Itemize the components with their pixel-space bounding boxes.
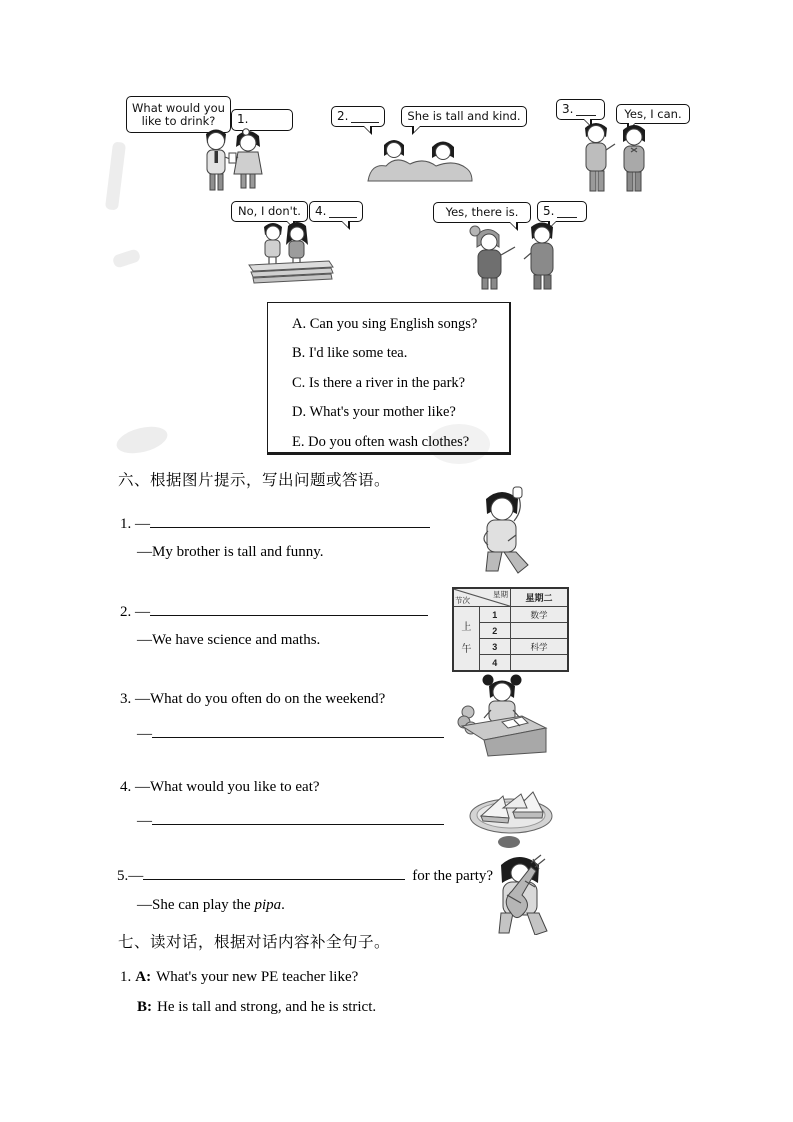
item-number: 1. —	[120, 516, 150, 532]
corner-top-label: 星期	[493, 590, 508, 599]
subject-cell: 数学	[511, 607, 569, 623]
session-bottom: 午	[461, 643, 472, 655]
item3-question-line: 3. —What do you often do on the weekend?	[120, 691, 386, 707]
dialogue-text: He is tall and strong, and he is strict.	[157, 999, 377, 1015]
option-item-a: A. Can you sing English songs?	[292, 316, 478, 332]
blank-number: 3.	[562, 101, 574, 116]
options-box	[267, 302, 511, 455]
period-number: 4	[479, 655, 510, 672]
timetable-session-label	[453, 607, 479, 672]
option-item-c: C. Is there a river in the park?	[292, 374, 466, 391]
item5-answer-line	[137, 897, 285, 914]
answer-line	[143, 866, 405, 880]
answer-blank-bubble-4	[309, 201, 363, 222]
dialogue-number: 1.	[120, 969, 132, 985]
timetable-image	[452, 587, 569, 672]
timetable-day-header: 星期二	[511, 588, 569, 607]
item4-question-line: 4. —What would you like to eat?	[120, 779, 320, 795]
speech-bubble-answer-2	[401, 106, 527, 127]
girl-pointing-boy-image	[453, 221, 565, 291]
option-item-b: B. I'd like some tea.	[292, 345, 408, 362]
item1-question-line	[120, 514, 430, 533]
item2-answer-line: —We have science and maths.	[137, 632, 321, 648]
dialogue-line-b	[137, 999, 376, 1016]
blank-line	[329, 206, 357, 218]
bubble-text: Yes, I can.	[624, 106, 682, 121]
answer-blank-bubble-3	[556, 99, 605, 120]
scan-smudge	[114, 422, 170, 458]
bubble-text: She is tall and kind.	[407, 109, 521, 124]
bubble-text: What would you like to drink?	[132, 100, 225, 128]
section6-title: 六、根据图片提示，写出问题或答语。	[118, 472, 391, 489]
dash: —	[137, 813, 152, 829]
answer-text: .	[281, 897, 285, 913]
kids-on-bench-image	[243, 221, 338, 286]
blank-line	[351, 111, 379, 123]
item5-question-line	[117, 866, 493, 885]
girl-doing-homework-image	[456, 672, 548, 758]
subject-cell: 科学	[511, 639, 569, 655]
item2-question-line	[120, 602, 428, 621]
item4-answer-line	[137, 811, 444, 830]
option-item-e: E. Do you often wash clothes?	[292, 433, 470, 450]
answer-line	[152, 811, 444, 825]
bubble-text: Yes, there is.	[445, 205, 519, 220]
dash: —	[137, 726, 152, 742]
bubble-text: No, I don't.	[238, 204, 301, 219]
boy-and-woman-talking-image	[563, 118, 663, 196]
answer-blank-bubble-2	[331, 106, 385, 127]
girl-playing-pipa-image	[477, 851, 565, 935]
speech-bubble-answer-5	[433, 202, 531, 223]
blank-number: 4.	[315, 203, 327, 218]
subject-cell	[511, 655, 569, 672]
answer-line	[152, 724, 444, 738]
dialogue-text: What's your new PE teacher like?	[156, 969, 359, 985]
dialogue-line-a	[120, 969, 358, 986]
answer-blank-bubble-5	[537, 201, 587, 222]
option-item-d: D. What's your mother like?	[292, 404, 456, 421]
blank-number: 1.	[237, 112, 249, 127]
subject-cell	[511, 623, 569, 639]
speaker-a-label: A:	[135, 969, 152, 985]
blank-line	[557, 206, 577, 218]
timetable-corner-cell	[453, 588, 511, 607]
answer-text: —She can play the	[137, 897, 255, 913]
item3-answer-line	[137, 724, 444, 743]
speaker-b-label: B:	[137, 999, 152, 1015]
section7-title: 七、读对话，根据对话内容补全句子。	[118, 934, 391, 951]
item-number: 2. —	[120, 604, 150, 620]
speech-bubble-answer-4	[231, 201, 308, 222]
period-number: 3	[479, 639, 510, 655]
two-women-talking-image	[366, 133, 474, 183]
blank-line	[576, 104, 596, 116]
answer-line	[150, 602, 428, 616]
period-number: 2	[479, 623, 510, 639]
item1-answer-line: —My brother is tall and funny.	[137, 544, 324, 560]
item-number: 5.—	[117, 868, 144, 884]
session-top: 上	[461, 621, 472, 633]
blank-number: 2.	[337, 108, 349, 123]
scan-smudge	[112, 248, 142, 269]
question-suffix: for the party?	[412, 868, 494, 884]
corner-bottom-label: 节次	[455, 596, 470, 605]
answer-italic-word: pipa	[254, 897, 282, 913]
kids-drinking-image	[180, 126, 285, 196]
plate-of-sandwiches-image	[463, 778, 559, 850]
blank-number: 5.	[543, 203, 555, 218]
period-number: 1	[479, 607, 510, 623]
answer-line	[150, 514, 430, 528]
boy-scratching-head-image	[458, 483, 546, 579]
scan-smudge	[105, 141, 126, 210]
